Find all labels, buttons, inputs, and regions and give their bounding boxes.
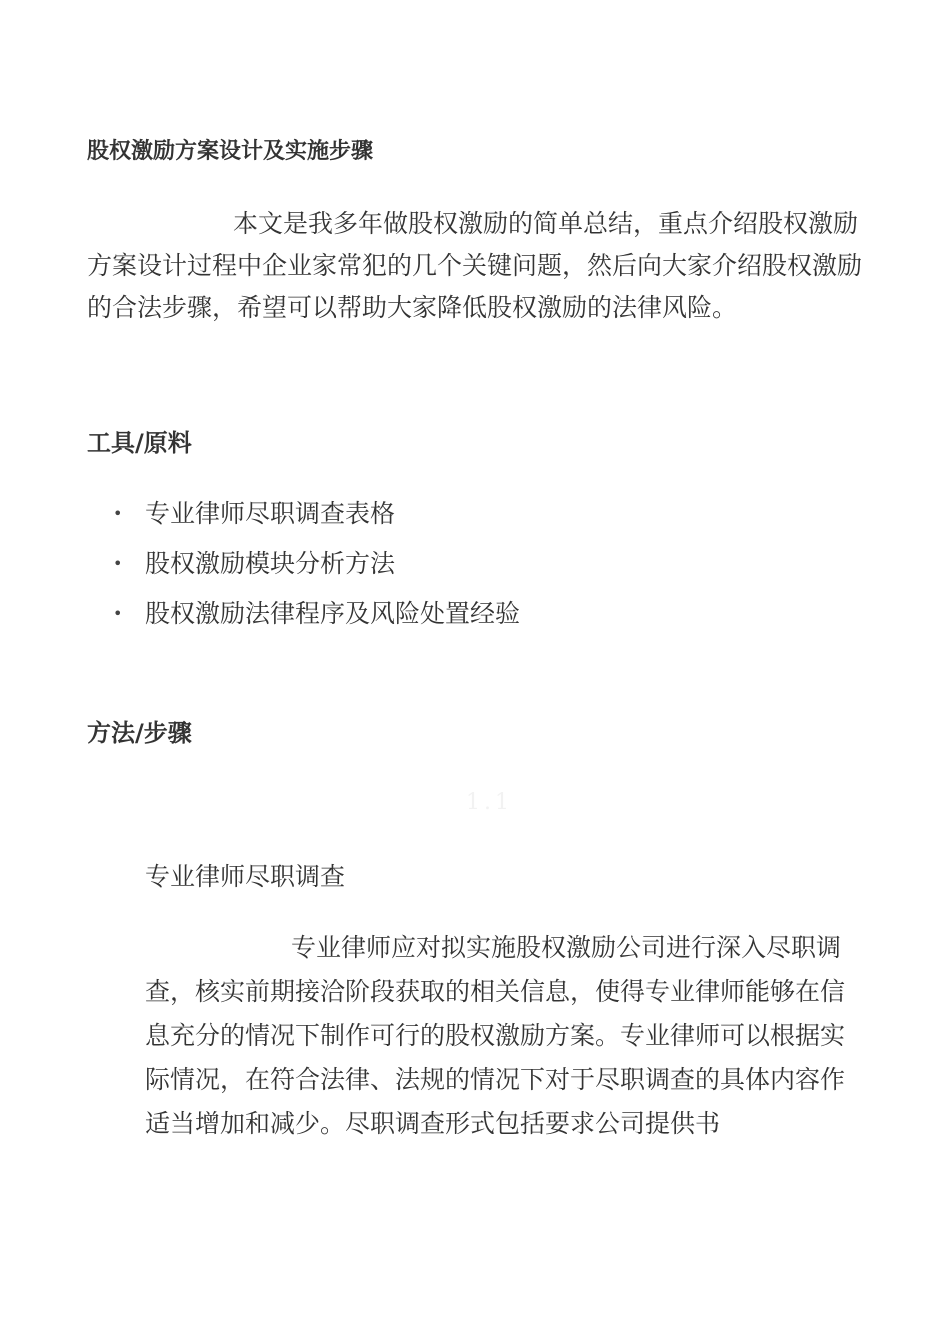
tool-item-label: 股权激励模块分析方法 xyxy=(145,549,396,578)
step-title: 专业律师尽职调查 xyxy=(145,862,346,891)
step-body: 专业律师应对拟实施股权激励公司进行深入尽职调查，核实前期接洽阶段获取的相关信息，使得专业律师能够在信息充分的情况下制作可行的股权激励方案。专业律师可以根据实际情况，在符合法律、法规的情况下对于尽职调查的具体内容作适当增加和减少。尽职调查形式包括要求公司提供书 xyxy=(145,933,846,1138)
tool-list-item xyxy=(113,494,520,544)
step-number: 1.1 xyxy=(466,790,513,815)
tool-item-label: 股权激励法律程序及风险处置经验 xyxy=(145,599,521,628)
intro-paragraph: 本文是我多年做股权激励的简单总结，重点介绍股权激励方案设计过程中企业家常犯的几个关键问题，然后向大家介绍股权激励的合法步骤，希望可以帮助大家降低股权激励的法律风险。 xyxy=(87,209,863,322)
bullet-icon: • xyxy=(113,604,123,623)
tool-list-item xyxy=(113,544,520,594)
document-title: 股权激励方案设计及实施步骤 xyxy=(87,139,374,164)
tool-list-item xyxy=(113,594,520,644)
bullet-icon: • xyxy=(113,504,123,523)
tools-heading: 工具/原料 xyxy=(87,429,192,457)
bullet-icon: • xyxy=(113,554,123,573)
method-heading: 方法/步骤 xyxy=(87,719,192,747)
tool-list xyxy=(113,494,520,644)
tool-item-label: 专业律师尽职调查表格 xyxy=(145,499,396,528)
